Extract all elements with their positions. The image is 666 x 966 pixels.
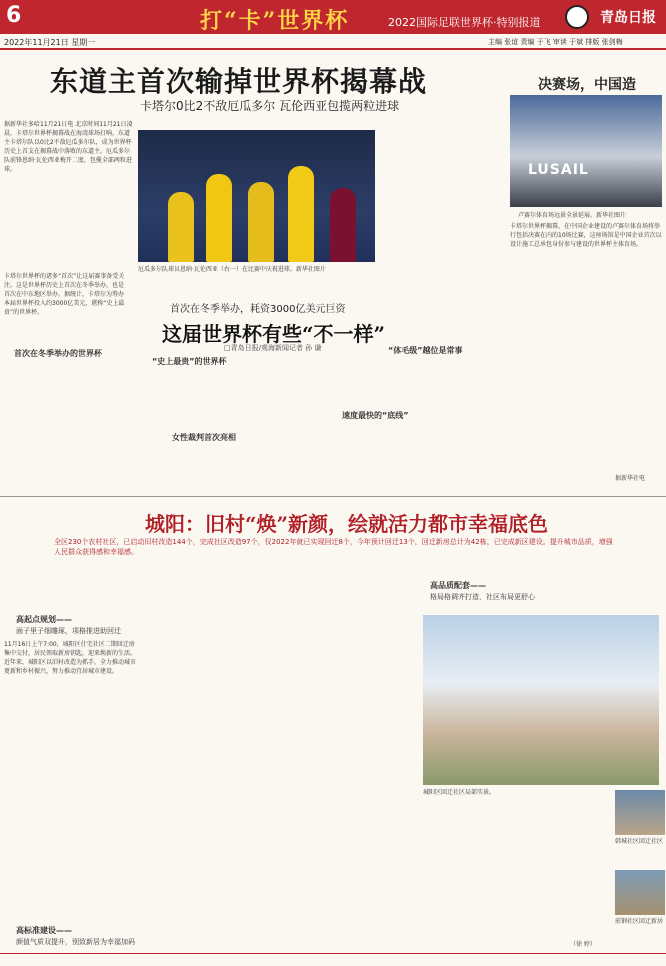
lead-subheadline: 卡塔尔0比2不敌厄瓜多尔 瓦伦西亚包揽两粒进球 xyxy=(140,99,400,113)
feature-body-col1: 卡塔尔世界杯的诸多“首次”让这届赛事备受关注。这是世界杯历史上首次在冬季举办，也是首次在中东地区举办。据统计，卡塔尔为筹办本届世界杯投入约3000亿美元，堪称“史上最贵”的世界杯。 xyxy=(4,273,125,316)
header-rule xyxy=(0,48,666,50)
page-number: 6 xyxy=(6,3,22,28)
small-photo-2 xyxy=(615,870,665,915)
city-subhead-3: 高标准建设—— xyxy=(16,926,72,935)
lead-body-col3 xyxy=(380,120,500,270)
date-line: 2022年11月21日 星期一 xyxy=(4,38,96,47)
lead-byline: 据新华社多哈11月21日电 xyxy=(4,121,74,128)
feature-subhead-5: “体毛级”越位是常事 xyxy=(388,346,463,355)
city-body-col4 xyxy=(423,798,611,938)
section-divider xyxy=(0,496,666,497)
feature-subhead-3: 女性裁判首次亮相 xyxy=(172,433,236,442)
city-subhead-2b: 格局格调齐打造，社区布局更舒心 xyxy=(430,593,535,601)
city-headline: 城阳：旧村“焕”新颜，绘就活力都市幸福底色 xyxy=(145,512,549,536)
city-subhead-1: 高起点规划—— xyxy=(16,615,72,624)
city-photo-caption: 城阳区回迁社区局部实景。 xyxy=(423,789,496,796)
sidebar-body: 卡塔尔世界杯揭幕，在中国企业建设的卢赛尔体育场将举行包括决赛在内的10场比赛，这座场馆是中国企业首次以设计施工总承包身份参与建设的世界杯主体育场。 xyxy=(510,223,662,248)
lead-body-col1 xyxy=(4,120,134,260)
sidebar-title: 决赛场，中国造 xyxy=(538,77,636,93)
feature-body-col2b xyxy=(138,444,328,489)
lead-photo-caption: 厄瓜多尔队球员恩纳·瓦伦西亚（右一）在比赛中庆祝进球。新华社图片 xyxy=(138,266,326,273)
feature-body-col2 xyxy=(138,368,233,428)
feature-subhead-4: 速度最快的“底线” xyxy=(342,411,409,420)
city-body-col3 xyxy=(287,600,417,950)
city-subhead-2: 高品质配套—— xyxy=(430,581,486,590)
lead-headline: 东道主首次输掉世界杯揭幕战 xyxy=(50,65,428,98)
feature-subhead-2: “史上最贵”的世界杯 xyxy=(152,357,227,366)
small-caption-1: 韩城社区回迁社区 xyxy=(615,838,664,845)
paper-logo: 青岛日报 xyxy=(600,10,656,26)
small-caption-2: 前钢社区回迁新居 xyxy=(615,918,664,925)
feature-body-col3 xyxy=(240,368,326,428)
feature-pre-title: 首次在冬季举办，耗资3000亿美元巨资 xyxy=(170,304,346,315)
feature-headline: 这届世界杯有些“不一样” xyxy=(162,322,386,346)
feature-body-col5 xyxy=(430,290,502,485)
stadium-label: LUSAIL xyxy=(528,162,589,178)
city-body-col1: 11月16日上午7:00，城阳区仕宅社区二期回迁房集中交付，居民领取新房钥匙，迎来焕新的生活。近年来，城阳区以旧村改造为抓手，全力推动城市更新和乡村振兴，努力推动宜居城市建设。 xyxy=(4,641,137,675)
sidebar-byline: 据新华社电 xyxy=(615,475,646,482)
feature-byline: □青岛日报/观海新闻记者 孙 谦 xyxy=(224,344,322,352)
city-author: （徐 婷） xyxy=(570,941,596,948)
footer-rule xyxy=(0,953,666,954)
editors-line: 主编 张谊 责编 于飞 审读 于斌 排版 张剑梅 xyxy=(488,38,623,46)
city-body-col2 xyxy=(146,600,281,950)
banner-subtitle: 2022国际足联世界杯·特别报道 xyxy=(388,16,541,29)
city-lead: 全区230个农村社区，已启动旧村改造144个，完成社区改造97个，仅2022年就已实现回迁8个，今年预计回迁13个，回迁新房总计为42栋，已完成新区建设。提升城市品质，增强人民群众获得感和幸福感。 xyxy=(54,538,613,556)
small-photo-1 xyxy=(615,790,665,835)
city-subhead-3b: 颜值气质双提升，别致新居为幸福加码 xyxy=(16,938,135,946)
stadium-photo-caption: 卢赛尔体育场远景全景延展。新华社图片 xyxy=(518,212,627,219)
feature-subhead-1: 首次在冬季举办的世界杯 xyxy=(14,349,102,358)
city-photo xyxy=(423,615,659,785)
city-subhead-1b: 面子里子细雕琢，项格推进助回迁 xyxy=(16,627,121,635)
stadium-photo xyxy=(510,95,662,207)
football-icon xyxy=(565,5,589,29)
banner-title: 打“卡”世界杯 xyxy=(200,8,350,34)
lead-photo xyxy=(138,130,375,262)
feature-body-col4 xyxy=(332,420,424,490)
lead-body: 北京时间11月21日凌晨，卡塔尔世界杯揭幕战在海湾球场打响，东道主卡塔尔队以0比2不敌厄瓜多尔队，成为世界杯历史上首支在揭幕战中落败的东道主。厄瓜多尔队前锋恩纳·瓦伦西亚梅开二度，包揽全部两粒进球。 xyxy=(4,121,133,173)
